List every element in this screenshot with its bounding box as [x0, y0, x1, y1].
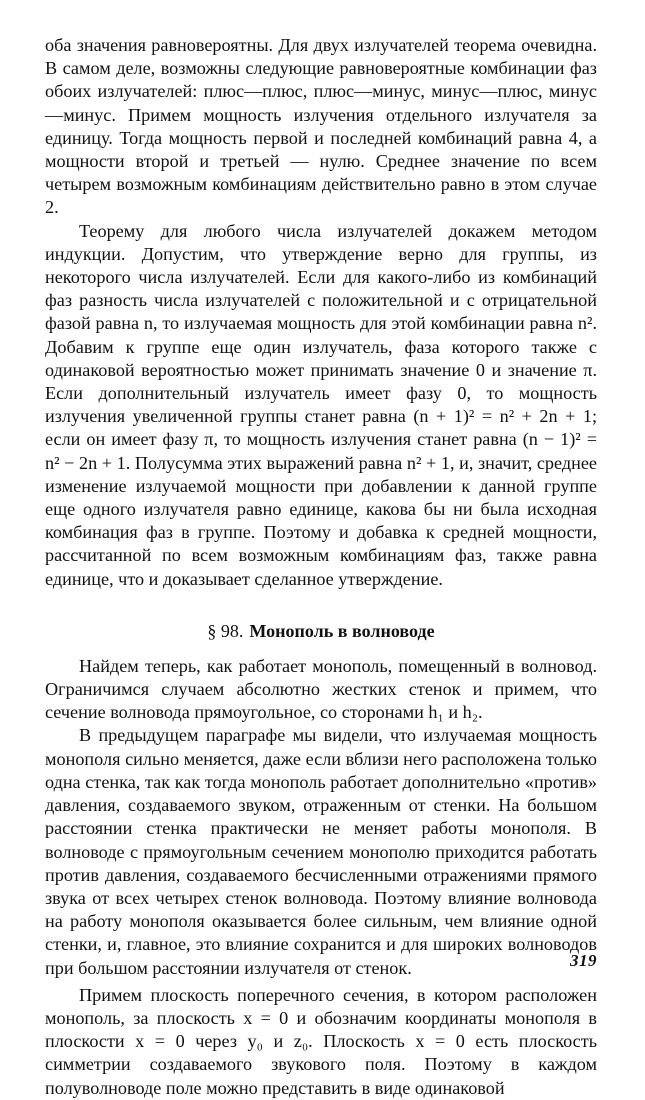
page-number: 319: [570, 951, 597, 970]
paragraph-3: Найдем теперь, как работает монополь, помещенный в волновод. Ограничимся случаем абсолютно жестких стенок и примем, что сечение волновода прямоугольное, со сторонами h₁ и h₂.: [45, 655, 597, 723]
paragraph-5: Примем плоскость поперечного сечения, в котором расположен монополь, за плоскость x = 0 и обозначим координаты монополя в плоскости x = 0 через y₀ и z₀. Плоскость x = 0 есть плоскость симметрии создаваемого звукового поля. Поэтому в каждом полуволноводе поле можно представить в виде одинаковой: [45, 984, 597, 1098]
paragraph-4: В предыдущем параграфе мы видели, что излучаемая мощность монополя сильно меняется, даже если вблизи него расположена только одна стенка, так как тогда монополь работает дополнительно «против» давления, создаваемого звуком, отраженным от стенки. На большом расстоянии стенка практически не меняет работы монополя. В волноводе с прямоугольным сечением монополю приходится работать против давления, создаваемого бесчисленными отражениями прямого звука от всех четырех стенок волновода. Поэтому влияние волновода на работу монополя оказывается более сильным, чем влияние одной стенки, и, главное, это влияние сохранится и для широких волноводов при большом расстоянии излучателя от стенок.: [45, 725, 597, 978]
paragraph-2: Теорему для любого числа излучателей докажем методом индукции. Допустим, что утверждение верно для группы, из некоторого числа излучателей. Если для какого-либо из комбинаций фаз разность числа излучателей с положительной и с отрицательной фазой равна n, то излучаемая мощность для этой комбинации равна n². Добавим к группе еще один излучатель, фаза которого также с одинаковой вероятностью может принимать значение 0 и значение π. Если дополнительный излучатель имеет фазу 0, то мощность излучения увеличенной группы станет равна (n + 1)² = n² + 2n + 1; если он имеет фазу π, то мощность излучения станет равна (n − 1)² = n² − 2n + 1. Полусумма этих выражений равна n² + 1, и, значит, среднее изменение излучаемой мощности при добавлении к данной группе еще одного излучателя равно единице, какова бы ни была исходная комбинация фаз в группе. Поэтому и добавка к средней мощности, рассчитанной по всем возможным комбинациям фаз, также равна единице, что и доказывает сделанное утверждение.: [45, 220, 597, 589]
page-body: [45, 34, 597, 1100]
section-title: Монополь в волноводе: [249, 620, 435, 641]
section-heading: [45, 619, 597, 643]
section-number: § 98.: [207, 620, 244, 641]
paragraph-1: оба значения равновероятны. Для двух излучателей теорема очевидна. В самом деле, возможны следующие равновероятные комбинации фаз обоих излучателей: плюс—плюс, плюс—минус, минус—плюс, минус—минус. Примем мощность излучения отдельного излучателя за единицу. Тогда мощность первой и последней комбинаций равна 4, а мощности второй и третьей — нулю. Среднее значение по всем четырем возможным комбинациям действительно равно в этом случае 2.: [45, 35, 597, 218]
